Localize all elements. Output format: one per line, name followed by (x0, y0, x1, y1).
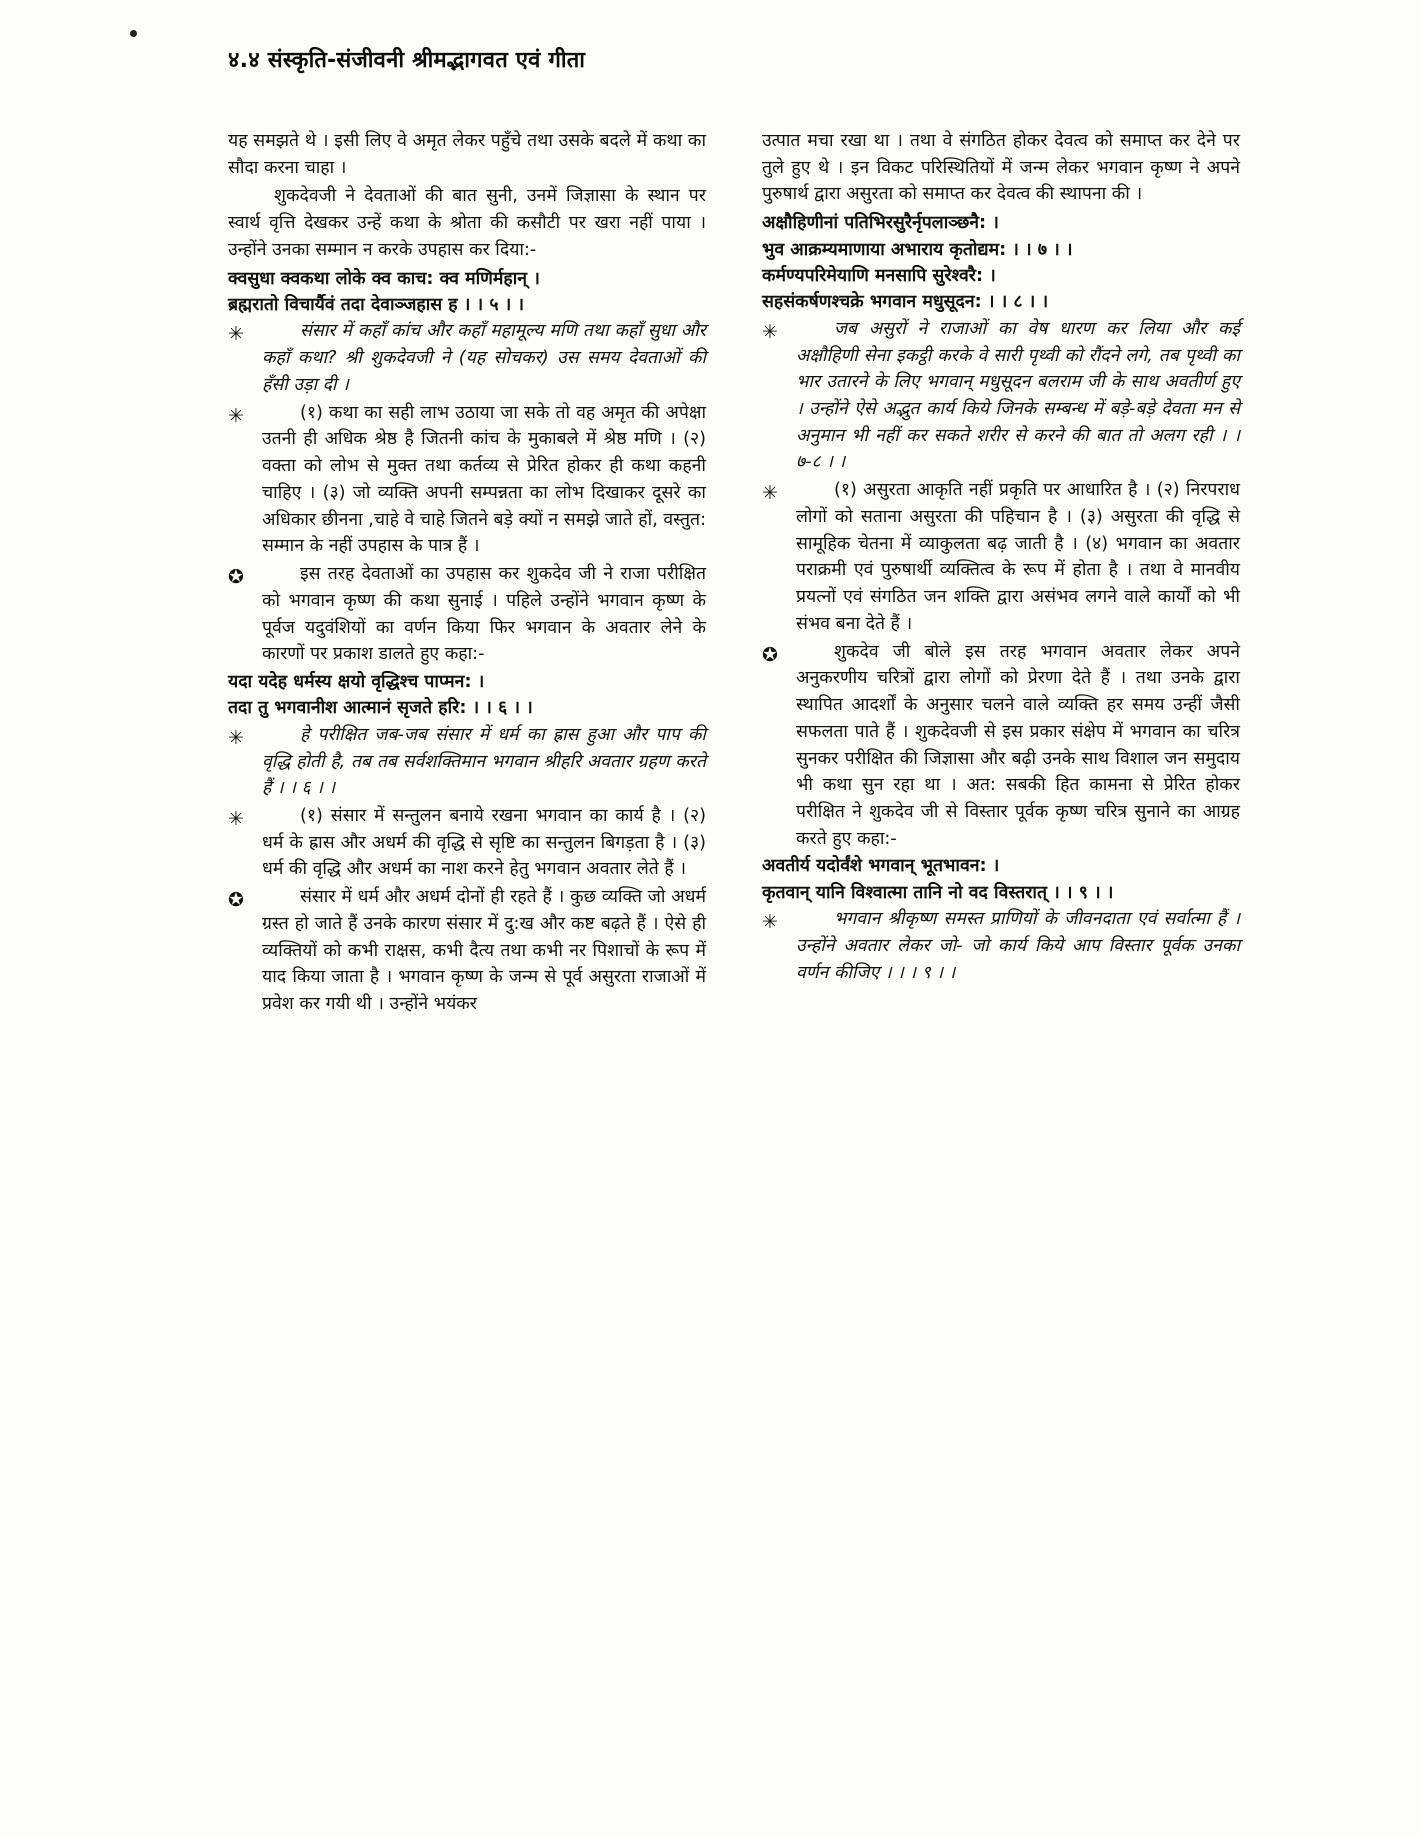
annotated-paragraph (762, 477, 1240, 637)
annotation-text: संसार में धर्म और अधर्म दोनों ही रहते हैं । कुछ व्यक्ति जो अधर्म ग्रस्त हो जाते हैं उनके कारण संसार में दु:ख और कष्ट बढ़ते हैं । ऐसे ही व्यक्तियों को कभी राक्षस, कभी दैत्य तथा कभी नर पिशाचों के रूप में याद किया जाता है । भगवान कृष्ण के जन्म से पूर्व असुरता राजाओं में प्रवेश कर गयी थी । उन्होंने भयंकर (262, 887, 706, 1015)
annotation-text: संसार में कहाँ कांच और कहाँ महामूल्य मणि तथा कहाँ सुधा और कहाँ कथा? श्री शुकदेवजी ने (यह सोचकर) उस समय देवताओं की हँसी उड़ा दी । (262, 321, 706, 395)
page-header: ४.४ संस्कृति-संजीवनी श्रीमद्भागवत एवं गीता (228, 48, 586, 73)
annotation-text: हे परीक्षित जब-जब संसार में धर्म का ह्रास हुआ और पाप की वृद्धि होती है, तब तब सर्वशक्तिमान भगवान श्रीहरि अवतार ग्रहण करते हैं । । ६ । । (262, 724, 706, 799)
annotation-text: इस तरह देवताओं का उपहास कर शुकदेव जी ने राजा परीक्षित को भगवान कृष्ण की कथा सुनाई । पहिले उन्होंने भगवान कृष्ण के पूर्वज यदुवंशियों का वर्णन किया फिर भगवान के अवतार लेने के कारणों पर प्रकाश डालते हुए कहा:- (262, 564, 706, 665)
sanskrit-verse-line: भुव आक्रम्यमाणाया अभाराय कृतोद्यम: । । ७ । । (762, 239, 1073, 260)
asterisk-bullet-icon: ✳ (762, 911, 778, 934)
sanskrit-verse-line: क्वसुधा क्वकथा लोके क्व काच: क्व मणिर्महान् । (228, 268, 540, 289)
left-column (228, 128, 706, 1019)
body-paragraph: उत्पात मचा रखा था । तथा वे संगठित होकर देवत्व को समाप्त कर देने पर तुले हुए थे । इन विकट परिस्थितियों में जन्म लेकर भगवान कृष्ण ने अपने पुरुषार्थ द्वारा असुरता को समाप्त कर देवत्व की स्थापना की । (762, 131, 1240, 205)
asterisk-bullet-icon: ✳ (228, 726, 244, 749)
sanskrit-verse-line: अक्षौहिणीनां पतिभिरसुरैर्नृपलाञ्छनै: । (762, 213, 999, 234)
annotated-paragraph (762, 639, 1240, 853)
asterisk-bullet-icon: ✳ (228, 404, 244, 427)
pen-dot-mark-icon (130, 30, 137, 37)
sanskrit-verse-line: अवतीर्य यदोर्वंशे भगवान् भूतभावन: । (762, 856, 1000, 877)
asterisk-bullet-icon: ✳ (762, 482, 778, 505)
annotation-text: (१) संसार में सन्तुलन बनाये रखना भगवान का कार्य है । (२) धर्म के ह्रास और अधर्म की वृद्धि से सृष्टि का सन्तुलन बिगड़ता है । (३) धर्म की वृद्धि और अधर्म का नाश करने हेतु भगवान अवतार लेते हैं । (262, 805, 706, 880)
two-column-body (228, 128, 1240, 1019)
right-column (762, 128, 1240, 1019)
annotated-paragraph (228, 561, 706, 668)
sanskrit-verse-line: सहसंकर्षणश्चक्रे भगवान मधुसूदन: । । ८ । । (762, 292, 1049, 313)
annotated-paragraph (228, 722, 706, 802)
sanskrit-verse-line: कृतवान् यानि विश्वात्मा तानि नो वद विस्तरात् । । ९ । । (762, 882, 1114, 903)
body-paragraph: शुकदेवजी ने देवताओं की बात सुनी, उनमें जिज्ञासा के स्थान पर स्वार्थ वृत्ति देखकर उन्हें कथा के श्रोता की कसौटी पर खरा नहीं पाया । उन्होंने उनका सम्मान न करके उपहास कर दिया:- (228, 186, 706, 260)
sanskrit-verse-line: तदा तु भगवानीश आत्मानं सृजते हरि: । । ६ । । (228, 698, 533, 719)
sanskrit-verse-line: ब्रह्मरातो विचार्यैवं तदा देवाञ्जहास ह । । ५ । । (228, 295, 525, 316)
body-paragraph: यह समझते थे । इसी लिए वे अमृत लेकर पहुँचे तथा उसके बदले में कथा का सौदा करना चाहा । (228, 131, 706, 178)
sanskrit-verse-line: यदा यदेह धर्मस्य क्षयो वृद्धिश्च पाप्मन: । (228, 672, 485, 692)
asterisk-bullet-icon: ✳ (228, 323, 244, 346)
annotated-paragraph (762, 316, 1240, 476)
annotated-paragraph (228, 400, 706, 560)
annotation-text: (१) असुरता आकृति नहीं प्रकृति पर आधारित है । (२) निरपराध लोगों को सताना असुरता की पहिचान है । (३) असुरता की वृद्धि से सामूहिक चेतना में व्याकुलता बढ़ जाती है । (४) भगवान का अवतार पराक्रमी एवं पुरुषार्थी व्यक्तित्व के रूप में होता है । तथा वे मानवीय प्रयत्नों एवं संगठित जन शक्ति द्वारा असंभव लगने वाले कार्यों को भी संभव बना देते हैं । (796, 480, 1240, 634)
annotated-paragraph (228, 318, 706, 398)
flower-bullet-icon: ✪ (762, 643, 778, 666)
annotation-text: (१) कथा का सही लाभ उठाया जा सके तो वह अमृत की अपेक्षा उतनी ही अधिक श्रेष्ठ है जितनी कांच के मुकाबले में श्रेष्ठ मणि । (२) वक्ता को लोभ से मुक्त तथा कर्तव्य से प्रेरित होकर ही कथा कहनी चाहिए । (३) जो व्यक्ति अपनी सम्पन्नता का लोभ दिखाकर दूसरे का अधिकार छीनना ,चाहे वे चाहे जितने बड़े क्यों न समझे जाते हों, वस्तुत: सम्मान के नहीं उपहास के पात्र हैं । (262, 402, 706, 557)
asterisk-bullet-icon: ✳ (228, 807, 244, 830)
flower-bullet-icon: ✪ (228, 889, 244, 912)
annotation-text: जब असुरों ने राजाओं का वेष धारण कर लिया और कई अक्षौहिणी सेना इकट्ठी करके वे सारी पृथ्वी को रौंदने लगे, तब पृथ्वी का भार उतारने के लिए भगवान् मधुसूदन बलराम जी के साथ अवतीर्ण हुए । उन्होंने ऐसे अद्भुत कार्य किये जिनके सम्बन्ध में बड़े-बड़े देवता मन से अनुमान भी नहीं कर सकते शरीर से करने की बात तो अलग रही । । ७-८ । । (796, 318, 1240, 473)
flower-bullet-icon: ✪ (228, 566, 244, 589)
annotation-text: शुकदेव जी बोले इस तरह भगवान अवतार लेकर अपने अनुकरणीय चरित्रों द्वारा लोगों को प्रेरणा देते हैं । तथा उनके द्वारा स्थापित आदर्शों के अनुसार चलने वाले व्यक्ति हर समय उन्हीं जैसी सफलता पाते हैं । शुकदेवजी से इस प्रकार संक्षेप में भगवान का चरित्र सुनकर परीक्षित की जिज्ञासा और बढ़ी उनके साथ विशाल जन समुदाय भी कथा सुन रहा था । अत: सबकी हित कामना से प्रेरित होकर परीक्षित ने शुकदेव जी से विस्तार पूर्वक कृष्ण चरित्र सुनाने का आग्रह करते हुए कहा:- (796, 641, 1240, 849)
annotation-text: भगवान श्रीकृष्ण समस्त प्राणियों के जीवनदाता एवं सर्वात्मा हैं । उन्होंने अवतार लेकर जो- जो कार्य किये आप विस्तार पूर्वक उनका वर्णन कीजिए । । । ९ । । (796, 909, 1240, 983)
annotated-paragraph (228, 803, 706, 883)
asterisk-bullet-icon: ✳ (762, 320, 778, 343)
annotated-paragraph (228, 884, 706, 1018)
sanskrit-verse-line: कर्मण्यपरिमेयाणि मनसापि सुरेश्वरै: । (762, 265, 996, 286)
annotated-paragraph (762, 906, 1240, 986)
